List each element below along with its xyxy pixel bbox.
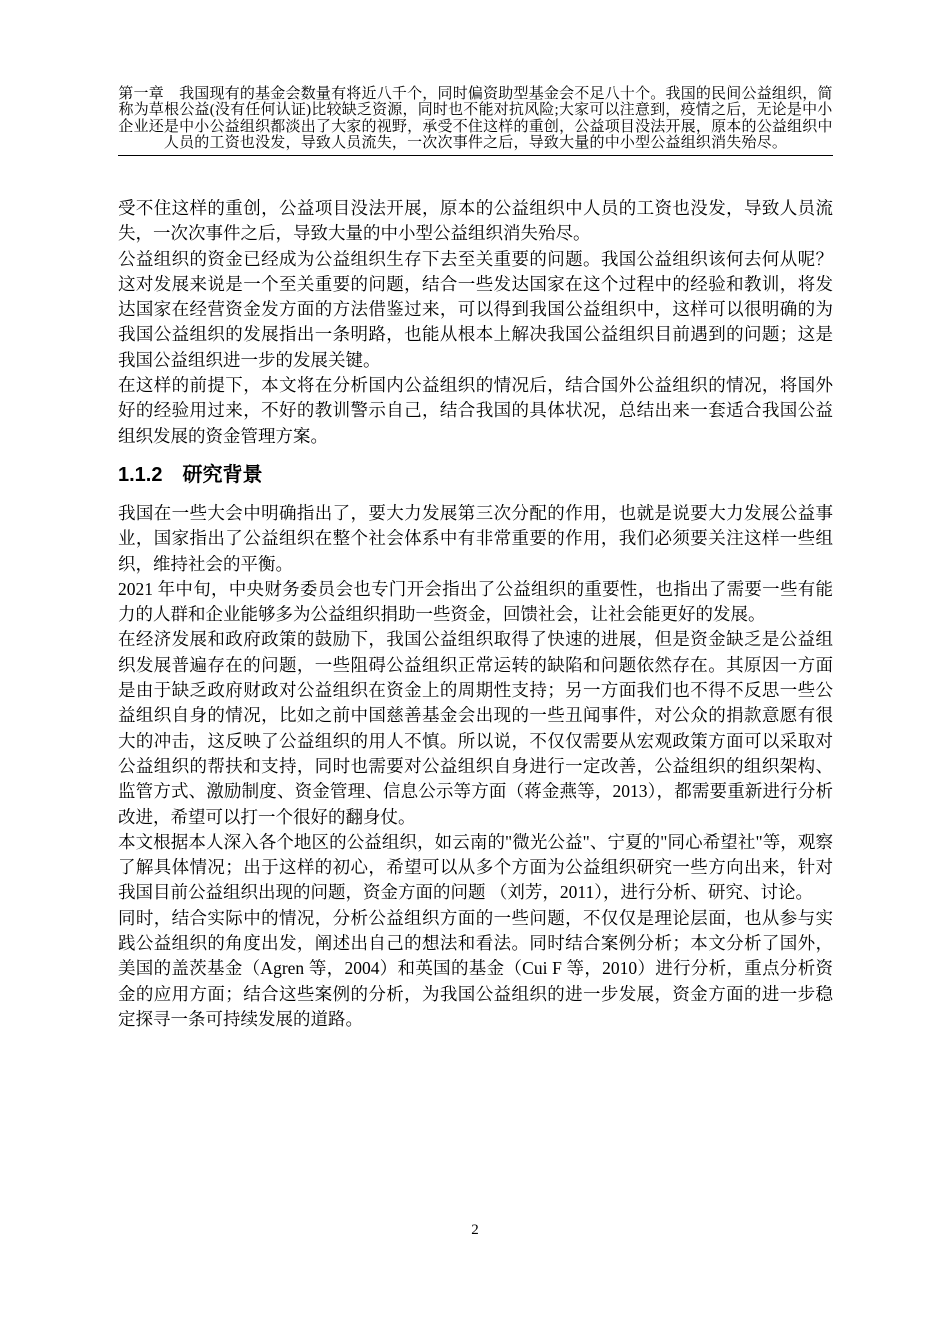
paragraph: 在这样的前提下，本文将在分析国内公益组织的情况后，结合国外公益组织的情况，将国外好的经验用过来，不好的教训警示自己，结合我国的具体状况，总结出来一套适合我国公益组织发展的资金管理方案。 [118,375,833,446]
paragraph: 同时，结合实际中的情况，分析公益组织方面的一些问题，不仅仅是理论层面，也从参与实践公益组织的角度出发，阐述出自己的想法和看法。同时结合案例分析；本文分析了国外，美国的盖茨基金（Agren 等，2004）和英国的基金（Cui F 等，2010）进行分析，重点分析资金的应用方面；结合这些案例的分析，为我国公益组织的进一步发展，资金方面的进一步稳定探寻一条可持续发展的道路。 [118,907,833,1029]
page-number: 2 [471,1222,479,1238]
header-divider [118,155,833,156]
page-footer [0,1222,950,1239]
page-header [118,86,833,156]
section-number: 1.1.2 [118,463,163,486]
header-text: 第一章 我国现有的基金会数量有将近八千个，同时偏资助型基金会不足八十个。我国的民间公益组织，简称为草根公益(没有任何认证)比较缺乏资源，同时也不能对抗风险;大家可以注意到，疫情之后，无论是中小企业还是中小公益组织都淡出了大家的视野，承受不住这样的重创，公益项目没法开展，原本的公益组织中人员的工资也没发，导致人员流失，一次次事件之后，导致大量的中小型公益组织消失殆尽。 [118,86,833,152]
paragraph: 公益组织的资金已经成为公益组织生存下去至关重要的问题。我国公益组织该何去何从呢？这对发展来说是一个至关重要的问题，结合一些发达国家在这个过程中的经验和教训，将发达国家在经营资金发方面的方法借鉴过来，可以得到我国公益组织中，这样可以很明确的为我国公益组织的发展指出一条明路，也能从根本上解决我国公益组织目前遇到的问题；这是我国公益组织进一步的发展关键。 [118,248,833,370]
paragraph: 我国在一些大会中明确指出了，要大力发展第三次分配的作用，也就是说要大力发展公益事业，国家指出了公益组织在整个社会体系中有非常重要的作用，我们必须要关注这样一些组织，维持社会的平衡。 [118,502,833,574]
section-title: 研究背景 [182,463,263,486]
document-body [118,196,833,1032]
paragraph: 2021 年中旬，中央财务委员会也专门开会指出了公益组织的重要性，也指出了需要一些有能力的人群和企业能够多为公益组织捐助一些资金，回馈社会，让社会能更好的发展。 [118,578,833,625]
paragraph: 在经济发展和政府政策的鼓励下，我国公益组织取得了快速的进展，但是资金缺乏是公益组织发展普遍存在的问题，一些阻碍公益组织正常运转的缺陷和问题依然存在。其原因一方面是由于缺乏政府财政对公益组织在资金上的周期性支持；另一方面我们也不得不反思一些公益组织自身的情况，比如之前中国慈善基金会出现的一些丑闻事件，对公众的捐款意愿有很大的冲击，这反映了公益组织的用人不慎。所以说，不仅仅需要从宏观政策方面可以采取对公益组织的帮扶和支持，同时也需要对公益组织自身进行一定改善，公益组织的组织架构、监管方式、激励制度、资金管理、信息公示等方面（蒋金燕等，2013），都需要重新进行分析改进，希望可以打一个很好的翻身仗。 [118,629,833,827]
paragraph: 受不住这样的重创，公益项目没法开展，原本的公益组织中人员的工资也没发，导致人员流失，一次次事件之后，导致大量的中小型公益组织消失殆尽。 [118,198,833,244]
section-heading [118,462,833,488]
paragraph: 本文根据本人深入各个地区的公益组织，如云南的"微光公益"、宁夏的"同心希望社"等，观察了解具体情况；出于这样的初心，希望可以从多个方面为公益组织研究一些方向出来，针对我国目前公益组织出现的问题，资金方面的问题 （刘芳，2011），进行分析、研究、讨论。 [118,831,833,903]
